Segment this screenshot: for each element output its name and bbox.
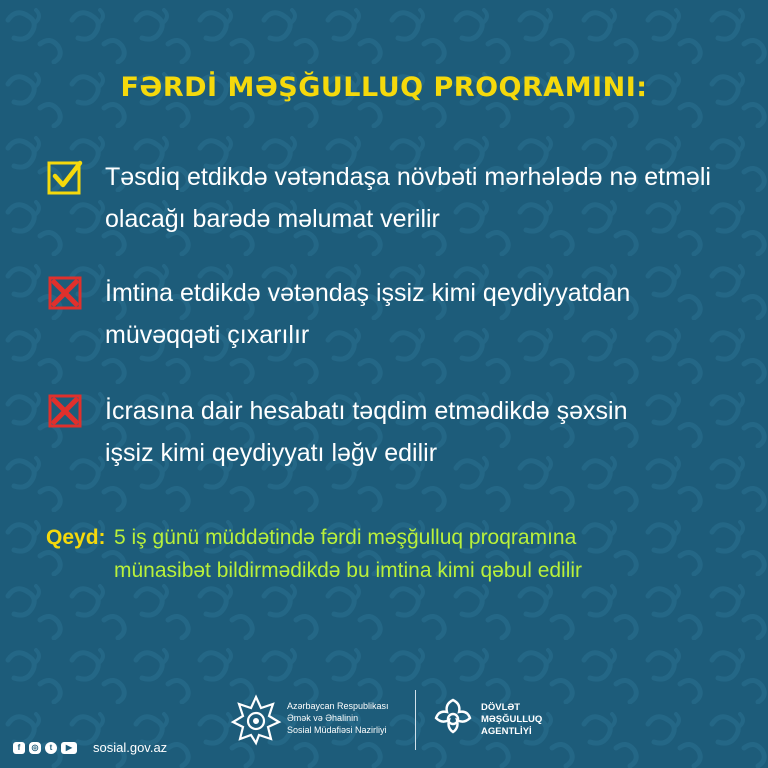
item-text: Təsdiq etdikdə vətəndaşa növbəti mərhələdə nə etməli olacağı barədə məlumat verilir [105,163,711,233]
footer [0,680,768,768]
check-box-icon [46,158,84,196]
page-title: FƏRDİ MƏŞĞULLUQ PROQRAMINI: [120,72,648,103]
twitter-icon[interactable]: t [45,742,57,754]
footer-divider [415,690,416,750]
ministry-logo-icon [230,694,282,746]
note-text: 5 iş günü müddətində fərdi məşğulluq proqramına münasibət bildirmədikdə bu imtina kimi qəbul edilir [114,526,583,582]
youtube-icon[interactable]: ▶ [61,742,77,754]
item-text: İmtina etdikdə vətəndaş işsiz kimi qeydiyyatdan müvəqqəti çıxarılır [105,279,631,349]
agency-name: DÖVLƏT MƏŞĞULLUQ AGENTLİYİ [481,702,543,737]
agency-logo-icon [430,696,476,742]
item-text: İcrasına dair hesabatı təqdim etmədikdə şəxsin işsiz kimi qeydiyyatı ləğv edilir [105,397,628,467]
instagram-icon[interactable]: ◎ [29,742,41,754]
cross-box-icon [46,392,84,430]
website-link[interactable]: sosial.gov.az [93,740,168,755]
facebook-icon[interactable]: f [13,742,25,754]
ministry-name: Azərbaycan Respublikası Əmək və Əhalinin Sosial Müdafiəsi Nazirliyi [287,701,389,735]
cross-box-icon [46,274,84,312]
note-label: Qeyd: [46,526,106,549]
